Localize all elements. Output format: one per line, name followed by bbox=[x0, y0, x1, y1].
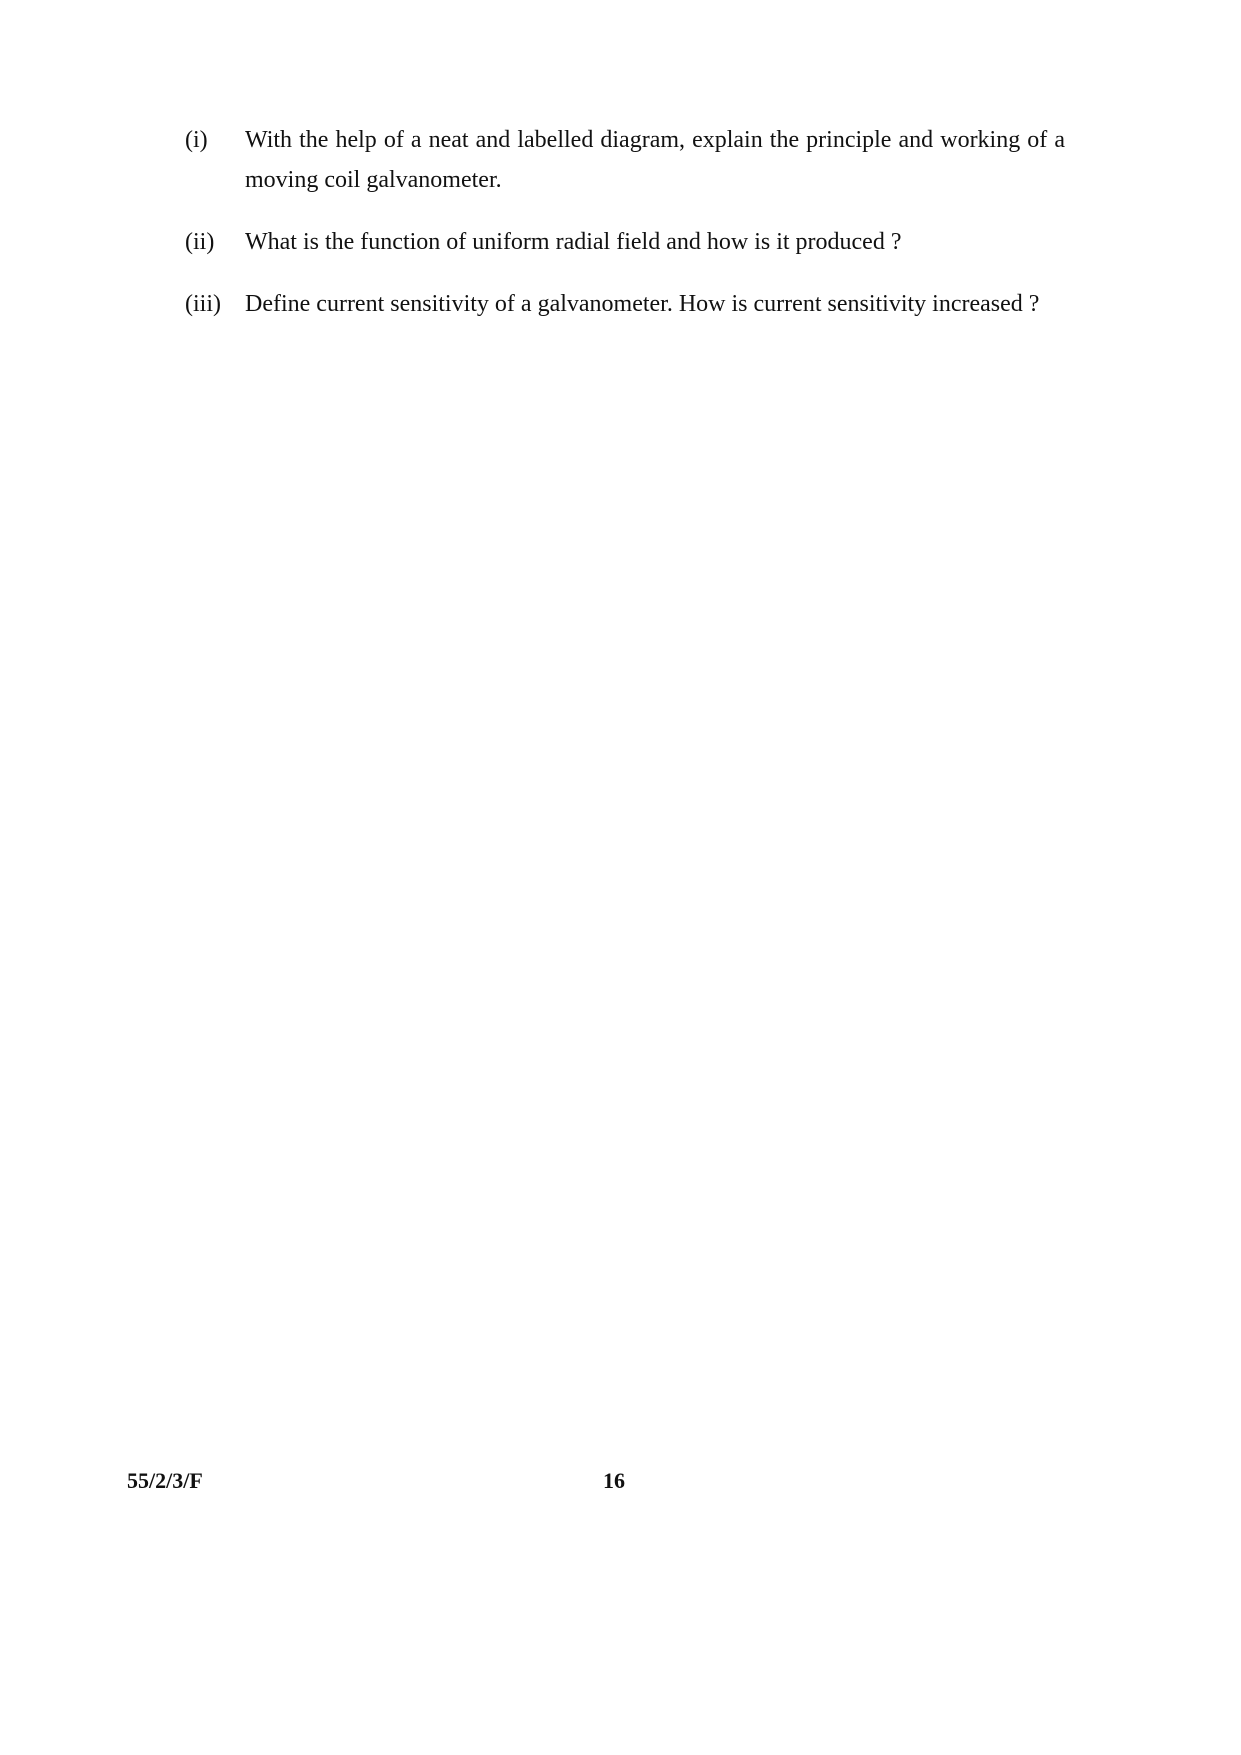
question-text: Define current sensitivity of a galvanometer. How is current sensitivity increased ? bbox=[245, 291, 1040, 317]
question-item-i bbox=[185, 120, 1065, 200]
paper-code: 55/2/3/F bbox=[127, 1468, 203, 1493]
question-list bbox=[185, 120, 1065, 324]
question-item-iii bbox=[185, 284, 1065, 324]
question-item-ii bbox=[185, 222, 1065, 262]
page-number: 16 bbox=[603, 1468, 625, 1493]
question-number: (ii) bbox=[185, 229, 215, 255]
question-text: With the help of a neat and labelled diagram, explain the principle and working of a moving coil galvanometer. bbox=[245, 127, 1065, 193]
question-number: (iii) bbox=[185, 291, 221, 317]
question-number: (i) bbox=[185, 127, 208, 153]
question-text: What is the function of uniform radial field and how is it produced ? bbox=[245, 229, 902, 255]
